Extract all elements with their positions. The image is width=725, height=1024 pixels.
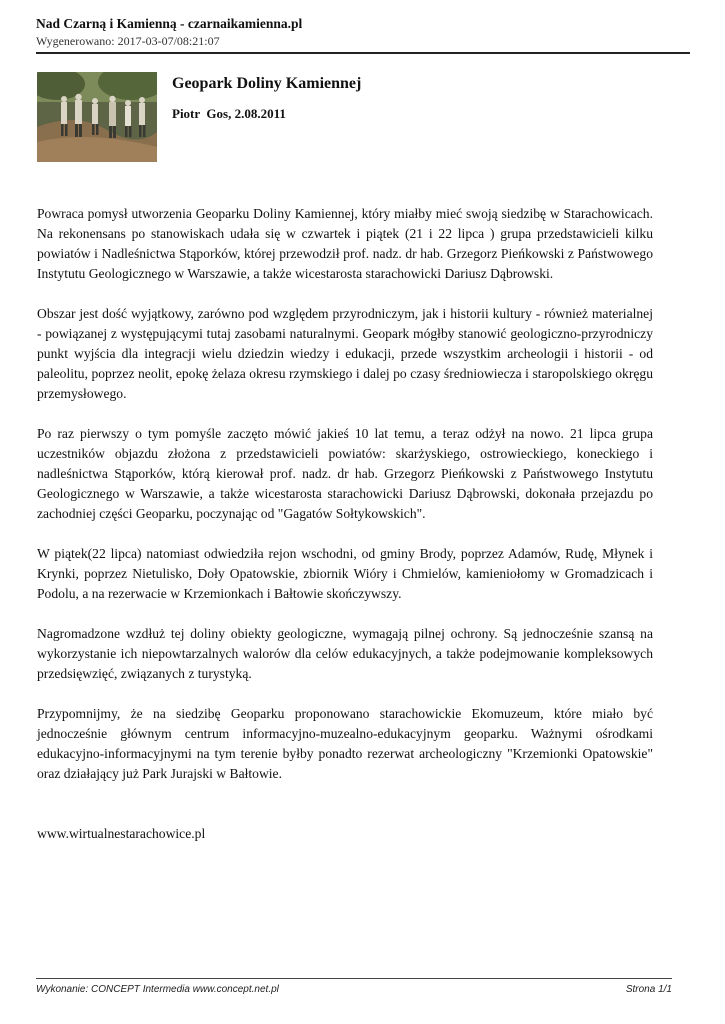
paragraph: Obszar jest dość wyjątkowy, zarówno pod względem przyrodniczym, jak i historii kultury - również materialnej - powiązanej z występującymi tutaj zasobami naturalnymi. Geopark mógłby stanowić geologiczno-przyrodniczy punkt wyjścia dla integracji wielu dziedzin wiedzy i edukacji, przede wszystkim archeologii i historii - od paleolitu, poprzez neolit, epokę żelaza okresu rzymskiego i dalej po czasy średniowiecza i staropolskiego okręgu przemysłowego.: [37, 306, 653, 401]
page-number: Strona 1/1: [625, 984, 672, 995]
paragraph: Nagromadzone wzdłuż tej doliny obiekty geologiczne, wymagają pilnej ochrony. Są jednocześnie szansą na wykorzystanie ich niepowtarzalnych walorów dla celów edukacyjnych, a także podejmowanie kompleksowych przedsięwzięć, związanych z turystyką.: [37, 626, 653, 681]
page-header: [36, 16, 690, 49]
site-title: Nad Czarną i Kamienną - czarnaikamienna.pl: [36, 16, 303, 31]
article-heading: [172, 74, 361, 122]
source-link[interactable]: www.wirtualnestarachowice.pl: [37, 826, 206, 841]
header-divider: [36, 52, 690, 54]
article-byline: Piotr Gos, 2.08.2011: [172, 106, 286, 121]
paragraph: Po raz pierwszy o tym pomyśle zaczęto mówić jakieś 10 lat temu, a teraz odżył na nowo. 21 lipca grupa uczestników objazdu złożona z przedstawicieli powiatów: skarżyskiego, ostrowieckiego, koneckiego i nadleśnictwa Stąporków, którą kierował prof. nadz. dr hab. Grzegorz Pieńkowski z Państwowego Instytutu Geologicznego w Warszawie, a także wicestarosta starachowicki Dariusz Dąbrowski, dokonała przejazdu po zachodniej części Geoparku, poczynając od "Gagatów Sołtykowskich".: [37, 426, 653, 521]
footer-divider: [36, 978, 672, 979]
footer-credit: Wykonanie: CONCEPT Intermedia www.concept.net.pl: [36, 984, 279, 995]
article-title: Geopark Doliny Kamiennej: [172, 75, 362, 92]
paragraph: Przypomnijmy, że na siedzibę Geoparku proponowano starachowickie Ekomuzeum, które miało być jednocześnie głównym centrum informacyjno-muzealno-edukacyjnym geoparku. Ważnymi ośrodkami edukacyjno-informacyjnymi na tym terenie byłby ponadto rezerwat archeologiczny "Krzemionki Opatowskie" oraz działający już Park Jurajski w Bałtowie.: [37, 706, 653, 781]
paragraph: Powraca pomysł utworzenia Geoparku Doliny Kamiennej, który miałby mieć swoją siedzibę w Starachowicach. Na rekonensans po stanowiskach udała się w czwartek i piątek (21 i 22 lipca ) grupa przedstawicieli kilku powiatów i Nadleśnictwa Stąporków, której przewodził prof. nadz. dr hab. Grzegorz Pieńkowski z Państwowego Instytutu Geologicznego w Warszawie, a także wicestarosta starachowicki Dariusz Dąbrowski.: [37, 206, 653, 281]
hikers-photo-illustration: [37, 72, 157, 162]
paragraph: W piątek(22 lipca) natomiast odwiedziła rejon wschodni, od gminy Brody, poprzez Adamów, Rudę, Młynek i Krynki, poprzez Nietulisko, Doły Opatowskie, zbiornik Wióry i Chmielów, kamieniołomy w Gromadzicach i Podolu, a na rezerwacie w Krzemionkach i Bałtowie skończywszy.: [37, 546, 653, 601]
article-photo: [37, 72, 157, 162]
generated-timestamp: Wygenerowano: 2017-03-07/08:21:07: [36, 34, 220, 48]
article-body: [37, 204, 653, 864]
